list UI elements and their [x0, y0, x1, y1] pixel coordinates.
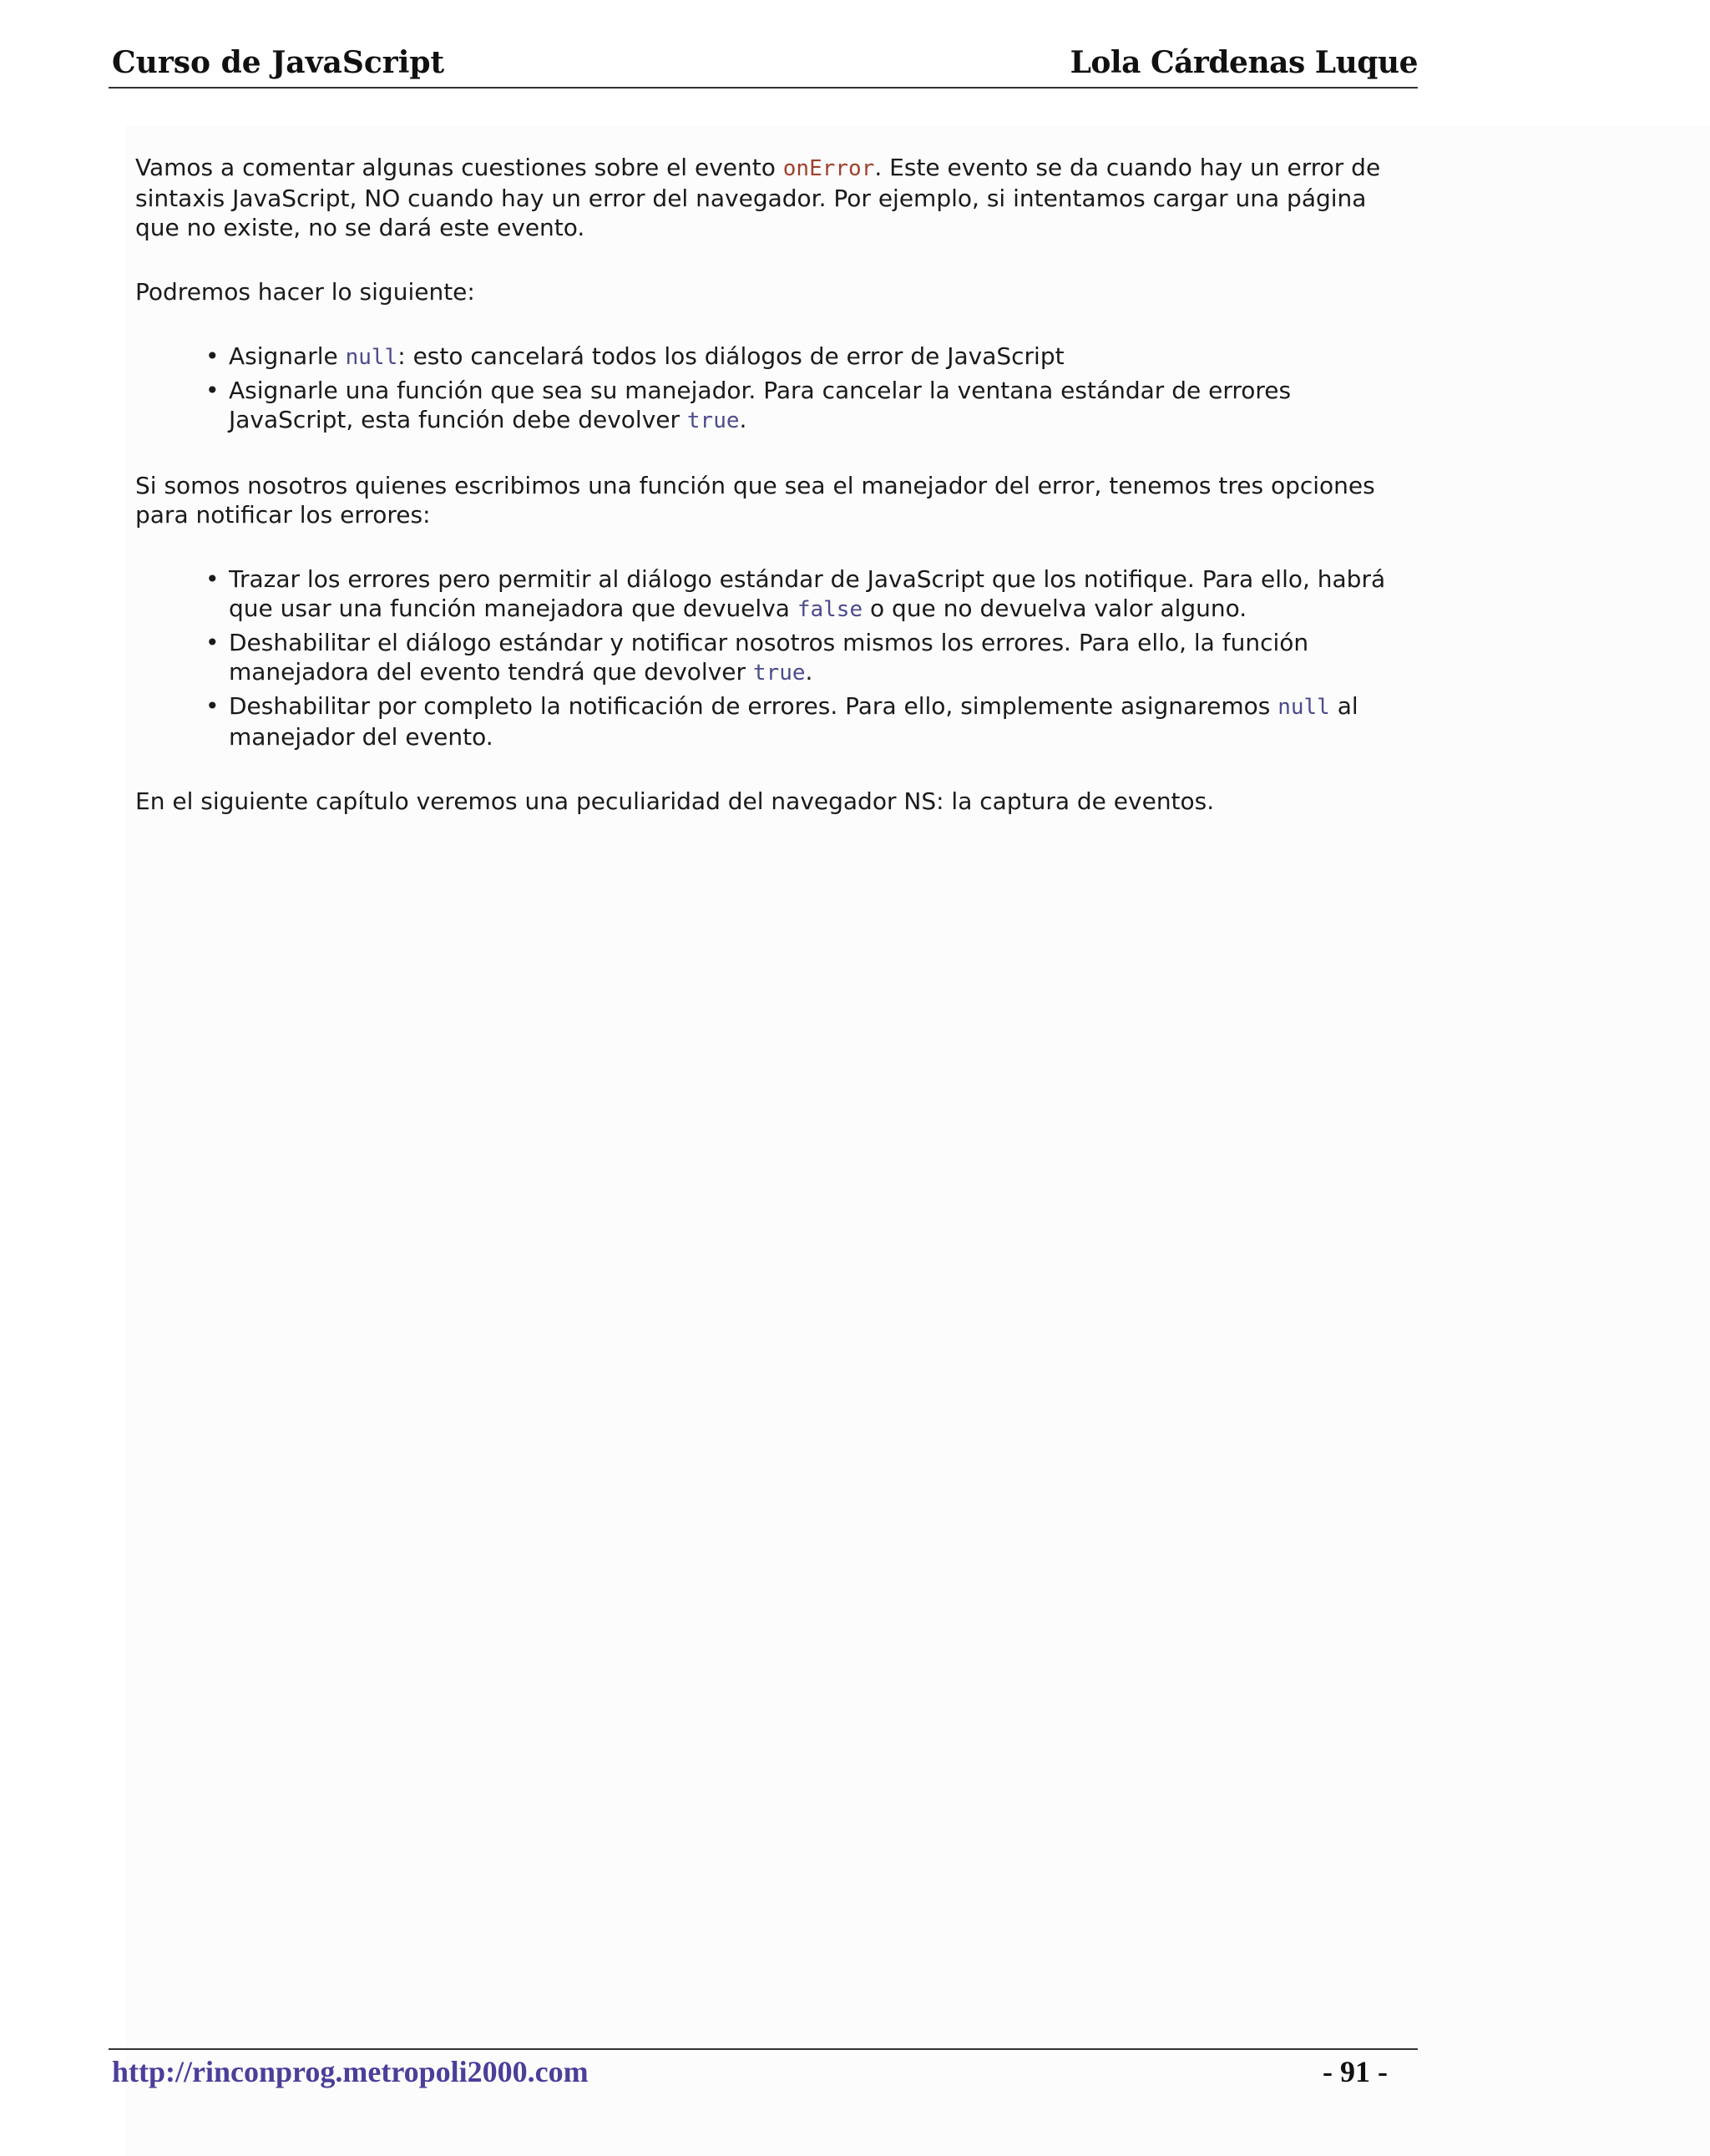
header-divider — [109, 87, 1418, 89]
list-item-text: Trazar los errores pero permitir al diálogo estándar de JavaScript que los notifique. Para ello, habrá que usar una función manejadora que devuelva — [229, 565, 1386, 622]
page-content — [135, 153, 1396, 851]
bullet-icon: • — [205, 377, 220, 404]
list-item-text: Deshabilitar el diálogo estándar y notificar nosotros mismos los errores. Para ello, la función manejadora del evento tendrá que devolver — [229, 629, 1309, 686]
paragraph-handler-lead: Si somos nosotros quienes escribimos una función que sea el manejador del error, tenemos tres opciones para notificar los errores: — [135, 472, 1375, 529]
code-true: true — [686, 408, 740, 433]
list-item-text: . — [739, 406, 747, 433]
bullet-icon: • — [205, 565, 220, 593]
list-item — [184, 628, 1396, 688]
footer-website-link[interactable]: http://rinconprog.metropoli2000.com — [112, 2055, 589, 2088]
paragraph-closing: En el siguiente capítulo veremos una peculiaridad del navegador NS: la captura de eventos. — [135, 787, 1215, 815]
list-item-text: . — [805, 658, 813, 686]
list-item — [184, 342, 1396, 372]
code-null: null — [1277, 695, 1330, 720]
list-item-text: Deshabilitar por completo la notificación de errores. Para ello, simplemente asignaremos — [229, 692, 1278, 720]
bullet-icon: • — [205, 692, 220, 720]
paragraph-text: . Este evento se da cuando hay un error de sintaxis JavaScript, NO cuando hay un error del navegador. Por ejemplo, si intentamos cargar una página que no existe, no se dará este evento. — [135, 154, 1381, 241]
code-onerror: onError — [782, 156, 875, 181]
code-null: null — [345, 345, 398, 370]
notification-options-list — [135, 564, 1396, 752]
page-footer — [109, 2052, 1418, 2094]
paragraph-intro — [135, 153, 1396, 242]
code-true: true — [752, 660, 806, 686]
list-item — [184, 691, 1396, 752]
list-item — [184, 564, 1396, 625]
page-header — [109, 40, 1418, 85]
list-item-text: : esto cancelará todos los diálogos de error de JavaScript — [397, 342, 1065, 370]
paragraph-text: Vamos a comentar algunas cuestiones sobre el evento — [135, 154, 783, 181]
bullet-icon: • — [205, 342, 220, 370]
code-false: false — [797, 597, 863, 622]
bullet-icon: • — [205, 629, 220, 656]
list-item-text: Asignarle una función que sea su manejador. Para cancelar la ventana estándar de errores JavaScript, esta función debe devolver — [229, 377, 1292, 433]
page-number: - 91 - — [1323, 2055, 1388, 2088]
paragraph-options-lead: Podremos hacer lo siguiente: — [135, 278, 475, 306]
list-item-text: o que no devuelva valor alguno. — [863, 595, 1247, 622]
list-item-text: Asignarle — [229, 342, 346, 370]
header-author: Lola Cárdenas Luque — [1070, 45, 1418, 80]
list-item — [184, 376, 1396, 436]
list-item-text: al manejador del evento. — [229, 692, 1358, 751]
options-list — [135, 342, 1396, 436]
header-title: Curso de JavaScript — [112, 45, 445, 80]
footer-divider — [109, 2048, 1418, 2050]
